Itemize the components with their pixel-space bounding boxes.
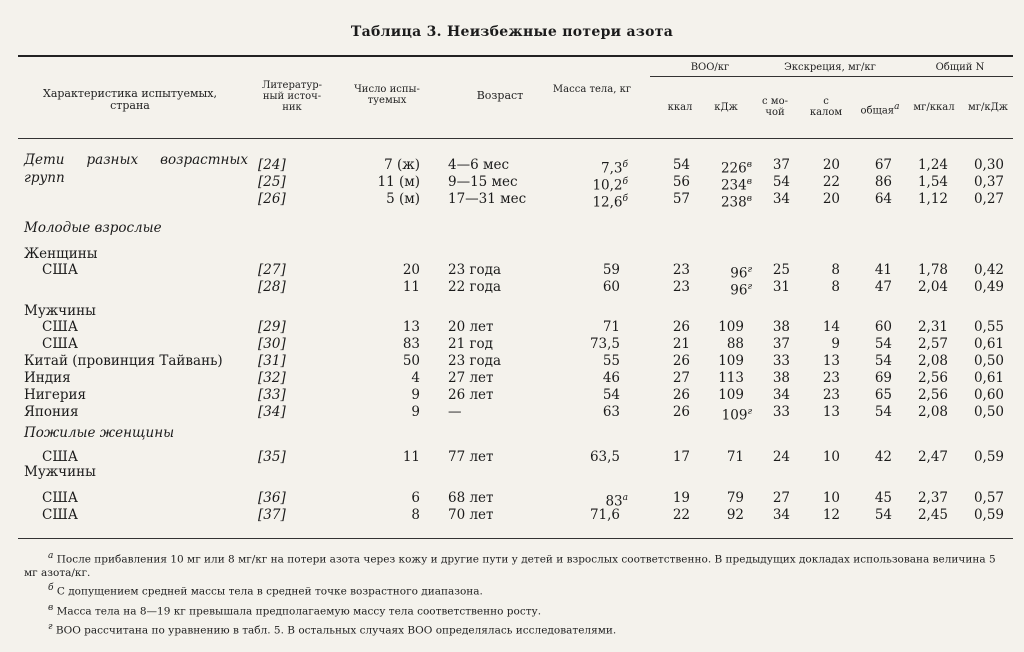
cell-mgkj: 0,57 xyxy=(973,490,1004,506)
cell-mass: 71,6 xyxy=(589,507,620,523)
cell-mgkcal: 2,08 xyxy=(917,404,948,420)
group-label-children: Дети разных возрастных xyxy=(24,152,248,168)
cell-urine: 27 xyxy=(772,490,790,506)
cell-feces: 8 xyxy=(831,262,840,278)
cell-urine: 37 xyxy=(772,336,790,352)
footnote-marker: б xyxy=(622,177,628,187)
cell-mgkj: 0,50 xyxy=(973,353,1004,369)
cell-total: 54 xyxy=(874,507,892,523)
cell-age: 4—6 мес xyxy=(448,157,510,173)
cell-urine: 25 xyxy=(772,262,790,278)
cell-n: 11 xyxy=(402,449,420,465)
cell-mass: 10,2$^б$ xyxy=(592,177,628,194)
header-kj: кДж xyxy=(714,102,738,113)
footnote-marker: г xyxy=(747,407,752,417)
cell-kcal: 27 xyxy=(672,370,690,386)
cell-kcal: 57 xyxy=(672,191,690,207)
header-age: Возраст xyxy=(476,89,524,102)
cell-src: [29] xyxy=(258,319,286,335)
cell-age: 17—31 мес xyxy=(448,191,527,207)
cell-mgkj: 0,50 xyxy=(973,404,1004,420)
cell-mgkj: 0,60 xyxy=(973,387,1004,403)
cell-total: 67 xyxy=(874,157,892,173)
cell-mgkj: 0,61 xyxy=(973,336,1004,352)
header-count: Число испы-туемых xyxy=(354,84,420,106)
cell-mgkcal: 2,08 xyxy=(917,353,948,369)
cell-feces: 13 xyxy=(822,353,840,369)
cell-src: [32] xyxy=(258,370,286,386)
header-group-rule xyxy=(650,76,1013,77)
cell-age: 27 лет xyxy=(448,370,494,386)
header-urine: с мо-чой xyxy=(762,96,788,118)
footnote-marker: в xyxy=(746,160,752,170)
cell-feces: 10 xyxy=(822,490,840,506)
cell-kcal: 21 xyxy=(672,336,690,352)
cell-feces: 9 xyxy=(831,336,840,352)
cell-mgkj: 0,55 xyxy=(973,319,1004,335)
cell-mgkj: 0,49 xyxy=(973,279,1004,295)
cell-kcal: 26 xyxy=(672,387,690,403)
cell-mgkcal: 1,24 xyxy=(917,157,948,173)
cell-urine: 37 xyxy=(772,157,790,173)
footnote-marker: б xyxy=(622,194,628,204)
cell-age: 21 год xyxy=(448,336,493,352)
cell-urine: 34 xyxy=(772,191,790,207)
footnote-g: г ВОО рассчитана по уравнению в табл. 5. В остальных случаях ВОО определялась исследователями. xyxy=(48,622,617,637)
row-subject: США xyxy=(42,336,78,352)
cell-kj: 109 xyxy=(718,387,744,403)
header-total: общаяа xyxy=(860,102,900,117)
header-total-n-group: Общий N xyxy=(935,62,985,73)
header-mass: Масса тела, кг xyxy=(552,84,632,95)
cell-n: 13 xyxy=(402,319,420,335)
cell-kcal: 54 xyxy=(672,157,690,173)
cell-mass: 54 xyxy=(602,387,620,403)
cell-mass: 46 xyxy=(602,370,620,386)
footnote-marker: г xyxy=(747,282,752,292)
cell-mass: 63,5 xyxy=(589,449,620,465)
cell-kj: 71 xyxy=(726,449,744,465)
cell-src: [33] xyxy=(258,387,286,403)
header-feces: с калом xyxy=(809,96,843,118)
cell-mass: 7,3$^б$ xyxy=(601,160,628,177)
cell-total: 86 xyxy=(874,174,892,190)
cell-age: 26 лет xyxy=(448,387,494,403)
cell-feces: 12 xyxy=(822,507,840,523)
cell-kcal: 23 xyxy=(672,262,690,278)
footnote-a: а После прибавления 10 мг или 8 мг/кг на потери азота через кожу и другие пути у детей и взрослых соответственно. В предыдущих докладах использована величина 5 мг азота/кг. xyxy=(24,551,996,579)
cell-n: 11 (м) xyxy=(377,174,420,190)
cell-mass: 63 xyxy=(602,404,620,420)
cell-age: — xyxy=(448,404,462,420)
cell-src: [26] xyxy=(258,191,286,207)
cell-urine: 34 xyxy=(772,507,790,523)
cell-kj: 96$^г$ xyxy=(730,265,752,282)
cell-kj: 113 xyxy=(718,370,744,386)
row-subject: Нигерия xyxy=(24,387,86,403)
footnote-marker: в xyxy=(746,194,752,204)
cell-mgkcal: 2,45 xyxy=(917,507,948,523)
cell-n: 6 xyxy=(411,490,420,506)
header-voo-group: ВОО/кг xyxy=(690,62,730,73)
cell-n: 8 xyxy=(411,507,420,523)
cell-total: 54 xyxy=(874,404,892,420)
cell-n: 11 xyxy=(402,279,420,295)
cell-kcal: 17 xyxy=(672,449,690,465)
cell-kj: 238$^в$ xyxy=(720,194,752,211)
header-excretion-group: Экскреция, мг/кг xyxy=(784,62,876,73)
cell-total: 41 xyxy=(874,262,892,278)
cell-n: 5 (м) xyxy=(386,191,420,207)
cell-feces: 14 xyxy=(822,319,840,335)
cell-age: 23 года xyxy=(448,353,502,369)
header-top-rule xyxy=(18,55,1013,57)
row-subject: США xyxy=(42,319,78,335)
cell-kj: 234$^в$ xyxy=(720,177,752,194)
cell-kj: 109 xyxy=(718,319,744,335)
cell-src: [34] xyxy=(258,404,286,420)
cell-feces: 23 xyxy=(822,370,840,386)
cell-src: [25] xyxy=(258,174,286,190)
cell-age: 23 года xyxy=(448,262,502,278)
cell-age: 9—15 мес xyxy=(448,174,518,190)
cell-kj: 88 xyxy=(726,336,744,352)
footnote-v: в Масса тела на 8—19 кг превышала предполагаемую массу тела соответственно росту. xyxy=(48,603,542,618)
table-bottom-rule xyxy=(18,538,1013,539)
cell-mgkcal: 1,12 xyxy=(917,191,948,207)
cell-mass: 55 xyxy=(602,353,620,369)
cell-age: 22 года xyxy=(448,279,502,295)
cell-mgkj: 0,59 xyxy=(973,507,1004,523)
cell-feces: 23 xyxy=(822,387,840,403)
cell-age: 70 лет xyxy=(448,507,494,523)
cell-urine: 38 xyxy=(772,319,790,335)
cell-mgkj: 0,42 xyxy=(973,262,1004,278)
cell-mass: 71 xyxy=(602,319,620,335)
cell-src: [37] xyxy=(258,507,286,523)
cell-src: [27] xyxy=(258,262,286,278)
cell-n: 20 xyxy=(402,262,420,278)
cell-urine: 33 xyxy=(772,353,790,369)
cell-mgkj: 0,27 xyxy=(973,191,1004,207)
cell-kj: 109 xyxy=(718,353,744,369)
cell-kj: 96$^г$ xyxy=(730,282,752,299)
group-label-women: Женщины xyxy=(24,246,98,262)
row-subject: Индия xyxy=(24,370,71,386)
row-subject: США xyxy=(42,449,78,465)
cell-mgkcal: 2,56 xyxy=(917,387,948,403)
cell-mgkcal: 1,78 xyxy=(917,262,948,278)
table-title: Таблица 3. Неизбежные потери азота xyxy=(350,24,674,40)
cell-n: 4 xyxy=(411,370,420,386)
cell-feces: 8 xyxy=(831,279,840,295)
cell-urine: 31 xyxy=(772,279,790,295)
footnote-marker: а xyxy=(622,493,628,503)
footnote-marker: в xyxy=(746,177,752,187)
group-label-elderly-women: Пожилые женщины xyxy=(24,425,175,441)
cell-total: 54 xyxy=(874,336,892,352)
cell-total: 42 xyxy=(874,449,892,465)
cell-total: 69 xyxy=(874,370,892,386)
cell-mgkj: 0,37 xyxy=(973,174,1004,190)
cell-urine: 24 xyxy=(772,449,790,465)
cell-n: 9 xyxy=(411,404,420,420)
cell-mgkj: 0,61 xyxy=(973,370,1004,386)
cell-kcal: 26 xyxy=(672,319,690,335)
footnote-marker: б xyxy=(622,160,628,170)
cell-feces: 10 xyxy=(822,449,840,465)
cell-total: 47 xyxy=(874,279,892,295)
cell-mgkcal: 1,54 xyxy=(917,174,948,190)
header-kcal: ккал xyxy=(667,102,693,113)
cell-src: [30] xyxy=(258,336,286,352)
footnote-b: б С допущением средней массы тела в средней точке возрастного диапазона. xyxy=(48,583,483,598)
cell-total: 64 xyxy=(874,191,892,207)
cell-mass: 73,5 xyxy=(589,336,620,352)
cell-kcal: 19 xyxy=(672,490,690,506)
cell-mass: 60 xyxy=(602,279,620,295)
cell-src: [24] xyxy=(258,157,286,173)
header-mg-kcal: мг/ккал xyxy=(913,102,955,113)
cell-n: 7 (ж) xyxy=(384,157,420,173)
cell-mgkcal: 2,47 xyxy=(917,449,948,465)
cell-total: 45 xyxy=(874,490,892,506)
cell-mgkj: 0,30 xyxy=(973,157,1004,173)
group-label-children-2: групп xyxy=(24,170,65,186)
cell-kcal: 22 xyxy=(672,507,690,523)
cell-n: 83 xyxy=(402,336,420,352)
cell-src: [28] xyxy=(258,279,286,295)
cell-total: 60 xyxy=(874,319,892,335)
cell-kj: 92 xyxy=(726,507,744,523)
cell-src: [36] xyxy=(258,490,286,506)
row-subject: США xyxy=(42,490,78,506)
cell-kcal: 23 xyxy=(672,279,690,295)
cell-urine: 33 xyxy=(772,404,790,420)
cell-kcal: 26 xyxy=(672,404,690,420)
cell-src: [35] xyxy=(258,449,286,465)
cell-urine: 38 xyxy=(772,370,790,386)
footnote-marker: г xyxy=(747,265,752,275)
cell-kj: 109$^г$ xyxy=(721,407,752,424)
group-label-young-adults: Молодые взрослые xyxy=(24,220,162,236)
cell-age: 20 лет xyxy=(448,319,494,335)
header-source: Литератур-ный источ-ник xyxy=(262,80,323,113)
cell-kj: 226$^в$ xyxy=(720,160,752,177)
cell-src: [31] xyxy=(258,353,286,369)
cell-mass: 83$^а$ xyxy=(605,493,628,510)
cell-feces: 20 xyxy=(822,191,840,207)
row-subject: США xyxy=(42,262,78,278)
group-label-men: Мужчины xyxy=(24,303,96,319)
cell-kcal: 56 xyxy=(672,174,690,190)
cell-mgkcal: 2,04 xyxy=(917,279,948,295)
cell-feces: 20 xyxy=(822,157,840,173)
header-subject: Характеристика испытуемых, страна xyxy=(43,87,217,112)
group-label-elderly-men: Мужчины xyxy=(24,464,96,480)
cell-mass: 12,6$^б$ xyxy=(592,194,628,211)
cell-n: 50 xyxy=(402,353,420,369)
header-mg-kj: мг/кДж xyxy=(968,102,1008,113)
cell-urine: 34 xyxy=(772,387,790,403)
cell-feces: 22 xyxy=(822,174,840,190)
cell-mgkj: 0,59 xyxy=(973,449,1004,465)
cell-feces: 13 xyxy=(822,404,840,420)
cell-kj: 79 xyxy=(726,490,744,506)
row-subject: Китай (провинция Тайвань) xyxy=(24,353,223,369)
header-bottom-rule xyxy=(18,138,1013,139)
cell-mass: 59 xyxy=(602,262,620,278)
cell-age: 77 лет xyxy=(448,449,494,465)
cell-age: 68 лет xyxy=(448,490,494,506)
cell-total: 65 xyxy=(874,387,892,403)
row-subject: США xyxy=(42,507,78,523)
cell-urine: 54 xyxy=(772,174,790,190)
cell-kcal: 26 xyxy=(672,353,690,369)
row-subject: Япония xyxy=(24,404,79,420)
cell-n: 9 xyxy=(411,387,420,403)
cell-total: 54 xyxy=(874,353,892,369)
cell-mgkcal: 2,56 xyxy=(917,370,948,386)
cell-mgkcal: 2,37 xyxy=(917,490,948,506)
cell-mgkcal: 2,31 xyxy=(917,319,948,335)
cell-mgkcal: 2,57 xyxy=(917,336,948,352)
